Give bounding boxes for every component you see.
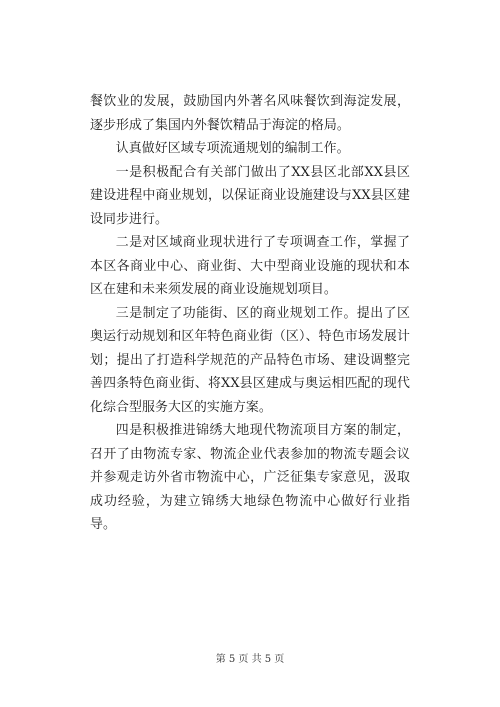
- paragraph-item-four: 四是积极推进锦绣大地现代物流项目方案的制定，召开了由物流专家、物流企业代表参加的物流专题会议并参观走访外省市物流中心，广泛征集专家意见，汲取成功经验，为建立锦绣大地绿色物流中心做好行业指导。: [90, 423, 410, 532]
- document-body: [90, 90, 410, 537]
- page-number-label: 第 5 页 共 5 页: [215, 654, 285, 665]
- paragraph-continuation: 餐饮业的发展，鼓励国内外著名风味餐饮到海淀发展，逐步形成了集国内外餐饮精品于海淀的格局。: [90, 94, 410, 133]
- paragraph-item-one: 一是积极配合有关部门做出了XX县区北部XX县区建设进程中商业规划，以保证商业设施建设与XX县区建设同步进行。: [90, 164, 410, 227]
- paragraph-planning-heading: 认真做好区域专项流通规划的编制工作。: [115, 141, 350, 156]
- paragraph-item-two: 二是对区域商业现状进行了专项调查工作，掌握了本区各商业中心、商业街、大中型商业设施的现状和本区在建和未来须发展的商业设施规划项目。: [90, 235, 410, 297]
- page-footer: [0, 650, 500, 665]
- paragraph-item-three: 三是制定了功能街、区的商业规划工作。提出了区奥运行动规划和区年特色商业街（区）、特色市场发展计划；提出了打造科学规范的产品特色市场、建设调整完善四条特色商业街、将XX县区建成与奥运相匹配的现代化综合型服务大区的实施方案。: [90, 305, 410, 415]
